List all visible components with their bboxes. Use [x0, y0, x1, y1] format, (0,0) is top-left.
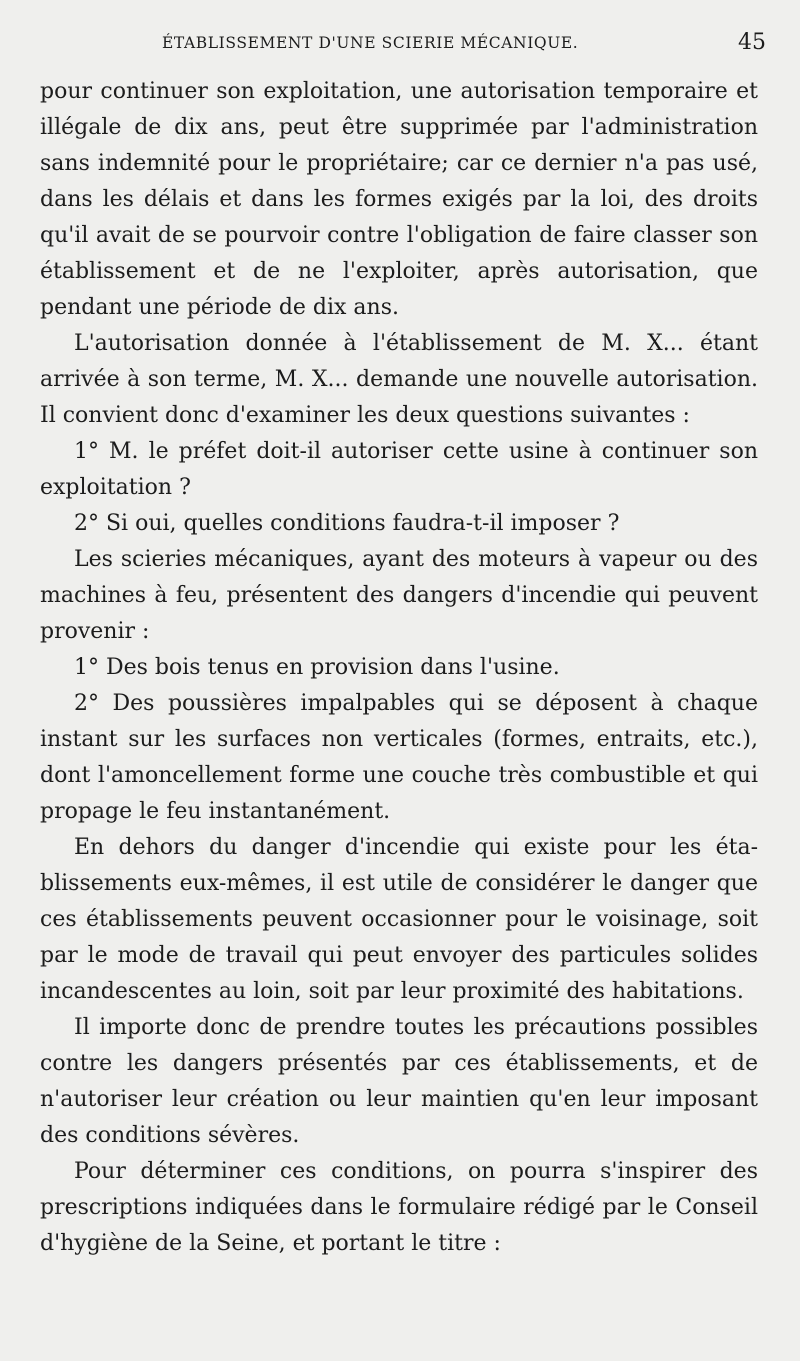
danger-item-1: 1° Des bois tenus en provision dans l'usine.: [74, 655, 560, 680]
danger-item-2: 2° Des poussières impalpables qui se déposent à chaque instant sur les surfaces non verticales (formes, entraits, etc.), dont l'amoncellement forme une couche très combustible et qui propage le feu instantanément.: [40, 691, 758, 824]
paragraph-neighborhood: En dehors du danger d'incendie qui existe pour les établissements eux-mêmes, il est utile de considérer le danger que ces établissements peuvent occasionner pour le voisinage, soit par le mode de travail qui peut envoyer des particules solides incandescentes au loin, soit par leur proximité des habitations.: [40, 835, 758, 1004]
body-text: [40, 74, 758, 1262]
running-title: ÉTABLISSEMENT D'UNE SCIERIE MÉCANIQUE.: [162, 34, 579, 52]
question-1: 1° M. le préfet doit-il autoriser cette usine à continuer son exploitation ?: [40, 439, 758, 500]
paragraph-authorization: L'autorisation donnée à l'établissement de M. X... étant arrivée à son terme, M. X... demande une nouvelle autorisation. Il convient donc d'examiner les deux questions suivantes :: [40, 331, 758, 428]
paragraph-conditions: Pour déterminer ces conditions, on pourra s'inspirer des prescriptions indiquées dans le formulaire rédigé par le Conseil d'hygiène de la Seine, et portant le titre :: [40, 1159, 758, 1256]
running-header: [40, 30, 770, 64]
page-number: 45: [738, 30, 766, 55]
paragraph-continued: pour continuer son exploitation, une autorisation temporaire et illégale de dix ans, peut être supprimée par l'administration sans indemnité pour le propriétaire; car ce dernier n'a pas usé, dans les délais et dans les formes exigés par la loi, des droits qu'il avait de se pourvoir contre l'obligation de faire classer son établissement et de ne l'exploiter, après autorisation, que pendant une période de dix ans.: [40, 79, 758, 320]
paragraph-dangers: Les scieries mécaniques, ayant des moteurs à vapeur ou des machines à feu, présentent des dangers d'incendie qui peuvent provenir :: [40, 547, 758, 644]
question-2: 2° Si oui, quelles conditions faudra-t-il imposer ?: [74, 511, 620, 536]
paragraph-precautions: Il importe donc de prendre toutes les précautions possibles contre les dangers présentés par ces établissements, et de n'autoriser leur création ou leur maintien qu'en leur imposant des conditions sévères.: [40, 1015, 758, 1148]
